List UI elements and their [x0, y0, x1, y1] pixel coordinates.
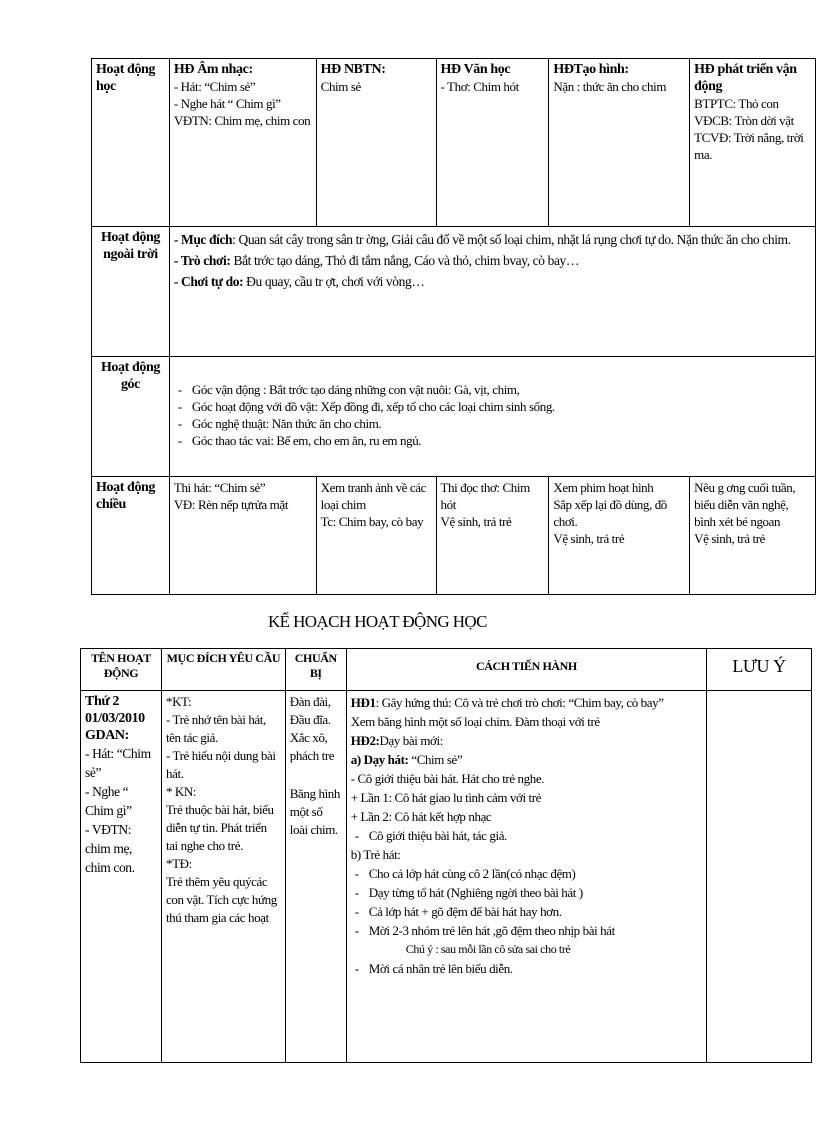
list-item: - Góc nghệ thuật: Năn thức ăn cho chim. — [174, 415, 811, 432]
cell-line: Thi đọc thơ: Chim hót — [440, 480, 530, 512]
list-item: - Mời 2-3 nhóm trẻ lên hát ,gõ đệm theo nhịp bài hát — [351, 921, 702, 940]
cell-chieu-2 — [316, 477, 436, 595]
table-row — [81, 691, 812, 1063]
cell-line: Vệ sinh, trả trẻ — [553, 531, 625, 546]
text-hd1: : Gây hứng thú: Cô và trẻ chơi trò chơi: “Chim bay, cò bay” — [375, 695, 664, 710]
row-label-goc: Hoạt động góc — [92, 357, 170, 477]
cell-nbtn — [316, 59, 436, 227]
header-ten-hoat-dong: TÊN HOẠT ĐỘNG — [81, 649, 162, 691]
cell-line — [174, 250, 811, 271]
cell-line: - Trẻ nhớ tên bài hát, tên tác giả. — [165, 712, 266, 745]
header-chuan-bi: CHUẨN BỊ — [285, 649, 346, 691]
cell-line: Trẻ thuộc bài hát, biểu diễn tự tin. Phát triển tai nghe cho trẻ. — [165, 802, 274, 853]
cell-line: BTPTC: Thỏ con — [694, 96, 779, 111]
cell-line: Xem phim hoạt hình — [553, 480, 654, 495]
label-day-hat: a) Dạy hát: — [350, 752, 409, 767]
cell-title: HĐ phát triển vận động — [694, 62, 797, 94]
cell-title: HĐ NBTN: — [320, 62, 386, 77]
cell-line: Vệ sinh, trả trẻ — [440, 514, 512, 529]
header-muc-dich: MỤC ĐÍCH YÊU CẦU — [161, 649, 285, 691]
cell-ngoai-troi — [169, 227, 815, 357]
cell-line — [174, 271, 811, 292]
cell-line: Xem tranh ảnh về các loại chim — [320, 480, 427, 512]
corner-list — [174, 381, 811, 449]
cell-line: - Trẻ hiểu nội dung bài hát. — [165, 748, 276, 781]
label-hd2: HĐ2: — [350, 733, 380, 748]
cell-tao-hinh — [549, 59, 690, 227]
text-hd2: Dạy bài mới: — [379, 733, 443, 748]
cell-am-nhac — [169, 59, 316, 227]
label-choi-tu-do: - Chơi tự do: — [173, 274, 244, 289]
list-item: - Cô giới thiệu bài hát, tác giả. — [351, 826, 702, 845]
cell-line: *KT: — [165, 694, 192, 709]
cell-chieu-4 — [549, 477, 690, 595]
cell-chieu-1 — [169, 477, 316, 595]
cell-title: HĐ Âm nhạc: — [173, 62, 253, 77]
plan-title: KẾ HOẠCH HOẠT ĐỘNG HỌC — [268, 612, 487, 631]
cell-ten-hoat-dong — [81, 691, 162, 1063]
text-muc-dich: : Quan sát cây trong sân tr ờng, Giải câu đố về một số loại chim, nhặt lá rụng chơi tự do. Nặn thức ăn cho chim. — [232, 232, 791, 247]
cell-line: Thứ 2 — [85, 694, 120, 709]
cell-line: Tc: Chim bay, cò bay — [320, 514, 424, 529]
cell-line: - Cô giới thiệu bài hát. Hát cho trẻ nghe. — [350, 771, 545, 786]
final-list — [351, 959, 702, 978]
cell-line: Nêu g ơng cuối tuần, biểu diễn văn nghệ, bình xét bé ngoan — [694, 480, 796, 529]
cell-line: Xem băng hình một số loại chim. Đàm thoại với trẻ — [350, 714, 600, 729]
cell-line: Băng hình một số loài chim. — [289, 786, 340, 837]
note-line: Chú ý : sau mỗi lần cô sửa sai cho trẻ — [405, 942, 571, 956]
cell-line: VĐ: Rèn nếp tựrửa mặt — [173, 497, 288, 512]
list-item: - Cả lớp hát + gõ đệm để bài hát hay hơn. — [351, 902, 702, 921]
cell-muc-dich — [161, 691, 285, 1063]
row-label-ngoai-troi: Hoạt động ngoài trời — [92, 227, 170, 357]
cell-line: - Nghe hát “ Chim gì” — [173, 96, 281, 111]
cell-line: Trẻ thêm yêu quýcác con vật. Tích cực hứng thú tham gia các hoạt — [165, 874, 277, 925]
cell-line: Thi hát: “Chim sẻ” — [173, 480, 266, 495]
cell-line — [351, 731, 702, 750]
cell-line: - Hát: “Chim sẻ” — [85, 746, 151, 780]
cell-title: HĐTạo hình: — [553, 62, 629, 77]
cell-line: + Lần 1: Cô hát giao lu tình cảm với trẻ — [350, 790, 542, 805]
cell-line — [351, 693, 702, 712]
cell-line: VĐTN: Chim mẹ, chim con — [173, 113, 311, 128]
label-muc-dich: - Mục đích — [173, 232, 233, 247]
header-luu-y: LƯU Ý — [707, 649, 812, 691]
row-label-hoc: Hoạt động học — [92, 59, 170, 227]
cell-line: Đàn đài, Đầu đĩa. Xắc xô, phách tre — [289, 694, 335, 763]
cell-chieu-5 — [690, 477, 816, 595]
header-cach-tien-hanh: CÁCH TIẾN HÀNH — [346, 649, 706, 691]
cell-goc — [169, 357, 815, 477]
table-row — [92, 477, 816, 595]
cell-van-hoc — [436, 59, 549, 227]
cell-line: 01/03/2010 — [85, 711, 145, 726]
cell-line — [174, 229, 811, 250]
list-item: - Dạy từng tổ hát (Nghiêng ngời theo bài hát ) — [351, 883, 702, 902]
cell-title: HĐ Văn học — [440, 62, 511, 77]
weekly-schedule-table — [91, 58, 816, 595]
intro-list — [351, 826, 702, 845]
label-tro-choi: - Trò chơi: — [173, 253, 231, 268]
cell-line: - Hát: “Chim sẻ” — [173, 79, 256, 94]
list-item: - Góc hoạt động với đồ vật: Xếp đồng đi, xếp tổ cho các loại chim sinh sống. — [174, 398, 811, 415]
label-hd1: HĐ1 — [350, 695, 376, 710]
text-day-hat: “Chim sẻ” — [408, 752, 463, 767]
table-row — [92, 59, 816, 227]
steps-list — [351, 864, 702, 940]
cell-line: * KN: — [165, 784, 197, 799]
text-choi-tu-do: Đu quay, cầu tr ợt, chơi với vòng… — [243, 274, 425, 289]
cell-line: VĐCB: Tròn dời vật — [694, 113, 794, 128]
row-label-chieu: Hoạt động chiều — [92, 477, 170, 595]
list-item: - Góc vận động : Bắt trớc tạo dáng những con vật nuôi: Gà, vịt, chim, — [174, 381, 811, 398]
cell-line: Vệ sinh, trả trẻ — [694, 531, 765, 546]
cell-line — [351, 750, 702, 769]
cell-line: *TĐ: — [165, 856, 192, 871]
cell-chuan-bi — [285, 691, 346, 1063]
cell-line: Sắp xếp lại đồ dùng, đồ chơi. — [553, 497, 667, 529]
cell-line: b) Trẻ hát: — [350, 847, 401, 862]
cell-line: + Lần 2: Cô hát kết hợp nhạc — [350, 809, 492, 824]
cell-line: TCVĐ: Trời nắng, trời ma. — [694, 130, 804, 162]
cell-luu-y — [707, 691, 812, 1063]
cell-cach-tien-hanh — [346, 691, 706, 1063]
table-header-row — [81, 649, 812, 691]
list-item: - Cho cả lớp hát cùng cô 2 lần(có nhạc đệm) — [351, 864, 702, 883]
table-row — [92, 357, 816, 477]
cell-line: - Thơ: Chim hót — [440, 79, 519, 94]
list-item: - Mời cá nhân trẻ lên biểu diễn. — [351, 959, 702, 978]
cell-van-dong — [690, 59, 816, 227]
cell-line: GDAN: — [85, 728, 129, 743]
lesson-plan-table — [80, 648, 812, 1063]
cell-chieu-3 — [436, 477, 549, 595]
text-tro-choi: Bắt trớc tạo dáng, Thỏ đi tắm nắng, Cáo và thỏ, chim bvay, cò bay… — [230, 253, 579, 268]
cell-line: Chim sẻ — [320, 79, 361, 94]
list-item: - Góc thao tác vai: Bế em, cho em ăn, ru em ngủ. — [174, 432, 811, 449]
cell-line: - VĐTN: chim mẹ, chim con. — [85, 822, 135, 875]
cell-line: - Nghe “ Chim gì” — [85, 784, 132, 818]
cell-line: Nặn : thức ăn cho chim — [553, 79, 667, 94]
table-row — [92, 227, 816, 357]
